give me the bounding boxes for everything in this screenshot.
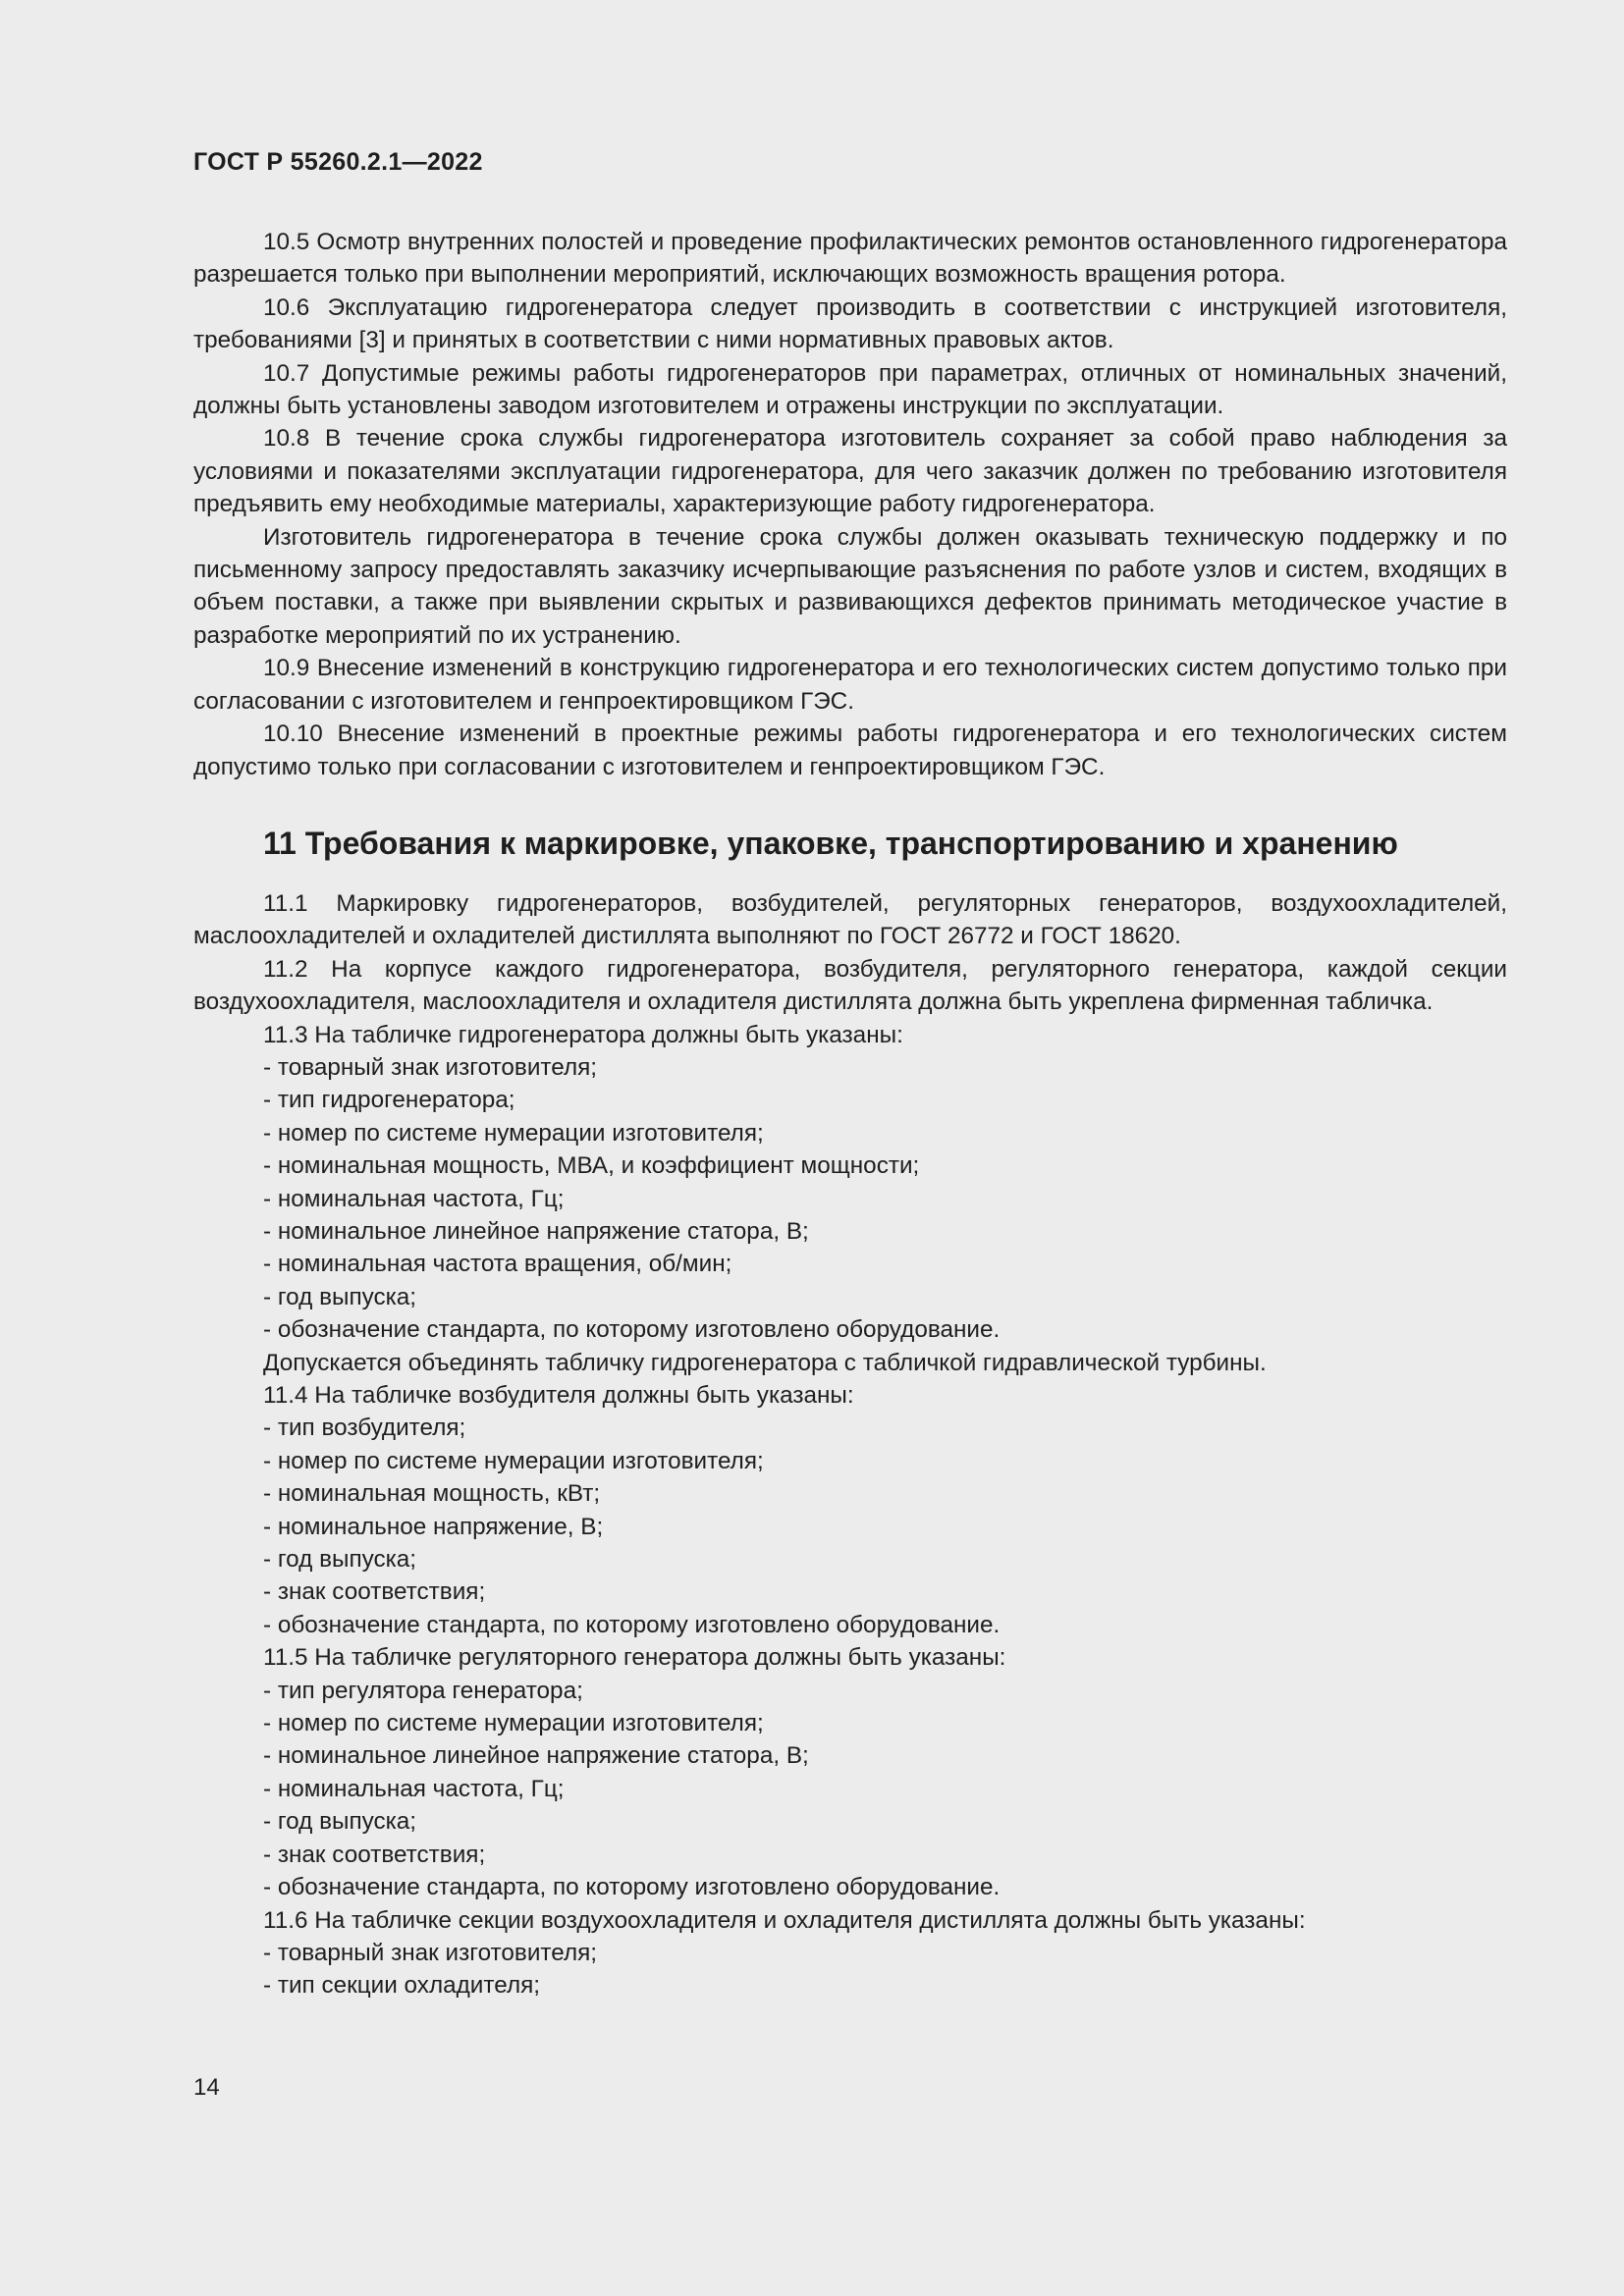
list-line: - номинальная мощность, кВт; bbox=[263, 1480, 601, 1508]
list-line: - товарный знак изготовителя; bbox=[263, 1939, 598, 1966]
list-line: - обозначение стандарта, по которому изготовлено оборудование. bbox=[263, 1874, 1001, 1901]
list-line: 11.4 На табличке возбудителя должны быть указаны: bbox=[263, 1382, 854, 1409]
paragraph: 10.9 Внесение изменений в конструкцию гидрогенератора и его технологических систем допустимо только при согласовании с изготовителем и генпроектировщиком ГЭС. bbox=[193, 655, 1507, 715]
list-line: - номер по системе нумерации изготовителя; bbox=[263, 1119, 764, 1147]
list-line: - тип регулятора генератора; bbox=[263, 1677, 583, 1704]
list-line: 11.3 На табличке гидрогенератора должны быть указаны: bbox=[263, 1021, 903, 1048]
list-line: - знак соответствия; bbox=[263, 1841, 486, 1868]
document-header-code: ГОСТ Р 55260.2.1—2022 bbox=[193, 148, 483, 176]
paragraph: 11.1 Маркировку гидрогенераторов, возбудителей, регуляторных генераторов, воздухоохладителей, маслоохладителей и охладителей дистиллята выполняют по ГОСТ 26772 и ГОСТ 18620. bbox=[193, 889, 1507, 950]
list-line: - номинальная частота вращения, об/мин; bbox=[263, 1251, 732, 1278]
list-line: - номинальное линейное напряжение статора, В; bbox=[263, 1217, 809, 1245]
list-line: - номинальное линейное напряжение статора, В; bbox=[263, 1742, 809, 1770]
list-line: - знак соответствия; bbox=[263, 1578, 486, 1606]
list-line: - год выпуска; bbox=[263, 1546, 417, 1574]
list-line: - номер по системе нумерации изготовителя; bbox=[263, 1447, 764, 1474]
list-line: - год выпуска; bbox=[263, 1283, 417, 1310]
list-line: - тип возбудителя; bbox=[263, 1415, 466, 1442]
list-line: - товарный знак изготовителя; bbox=[263, 1053, 598, 1081]
list-line: - обозначение стандарта, по которому изготовлено оборудование. bbox=[263, 1611, 1001, 1638]
list-line: - номинальная мощность, МВА, и коэффициент мощности; bbox=[263, 1152, 920, 1180]
marking-list bbox=[193, 1019, 1507, 2002]
paragraph: 10.10 Внесение изменений в проектные режимы работы гидрогенератора и его технологических систем допустимо только при согласовании с изготовителем и генпроектировщиком ГЭС. bbox=[193, 721, 1507, 780]
list-line: - номинальная частота, Гц; bbox=[263, 1775, 565, 1802]
list-line: - обозначение стандарта, по которому изготовлено оборудование. bbox=[263, 1316, 1001, 1344]
document-body bbox=[193, 226, 1507, 2002]
paragraph: 10.6 Эксплуатацию гидрогенератора следует производить в соответствии с инструкцией изготовителя, требованиями [3] и принятых в соответствии с ними нормативных правовых актов. bbox=[193, 294, 1507, 354]
paragraph: 10.8 В течение срока службы гидрогенератора изготовитель сохраняет за собой право наблюдения за условиями и показателями эксплуатации гидрогенератора, для чего заказчик должен по требованию изготовителя предъявить ему необходимые материалы, характеризующие работу гидрогенератора. bbox=[193, 425, 1507, 518]
list-line: Допускается объединять табличку гидрогенератора с табличкой гидравлической турбины. bbox=[263, 1349, 1267, 1376]
list-line: - номинальная частота, Гц; bbox=[263, 1185, 565, 1212]
clauses-10 bbox=[193, 226, 1507, 783]
paragraph: 11.2 На корпусе каждого гидрогенератора, возбудителя, регуляторного генератора, каждой секции воздухоохладителя, маслоохладителя и охладителя дистиллята должна быть укреплена фирменная табличка. bbox=[193, 955, 1507, 1016]
paragraph: 10.5 Осмотр внутренних полостей и проведение профилактических ремонтов остановленного гидрогенератора разрешается только при выполнении мероприятий, исключающих возможность вращения ротора. bbox=[193, 229, 1507, 289]
list-line: - тип секции охладителя; bbox=[263, 1972, 541, 2000]
list-line: - номинальное напряжение, В; bbox=[263, 1513, 604, 1540]
page-number: 14 bbox=[193, 2074, 220, 2101]
paragraph: 10.7 Допустимые режимы работы гидрогенераторов при параметрах, отличных от номинальных значений, должны быть установлены заводом изготовителем и отражены инструкции по эксплуатации. bbox=[193, 359, 1507, 420]
list-line: - тип гидрогенератора; bbox=[263, 1087, 515, 1114]
section-title: 11 Требования к маркировке, упаковке, транспортированию и хранению bbox=[263, 825, 1398, 861]
list-line: - год выпуска; bbox=[263, 1808, 417, 1836]
list-line: 11.5 На табличке регуляторного генератора должны быть указаны: bbox=[263, 1644, 1006, 1672]
list-line: - номер по системе нумерации изготовителя; bbox=[263, 1710, 764, 1737]
paragraph: Изготовитель гидрогенератора в течение срока службы должен оказывать техническую поддержку и по письменному запросу предоставлять заказчику исчерпывающие разъяснения по работе узлов и систем, входящих в объем поставки, а также при выявлении скрытых и развивающихся дефектов принимать методическое участие в разработке мероприятий по их устранению. bbox=[193, 523, 1507, 649]
list-line: 11.6 На табличке секции воздухоохладителя и охладителя дистиллята должны быть указаны: bbox=[263, 1906, 1306, 1934]
clauses-11 bbox=[193, 887, 1507, 1019]
